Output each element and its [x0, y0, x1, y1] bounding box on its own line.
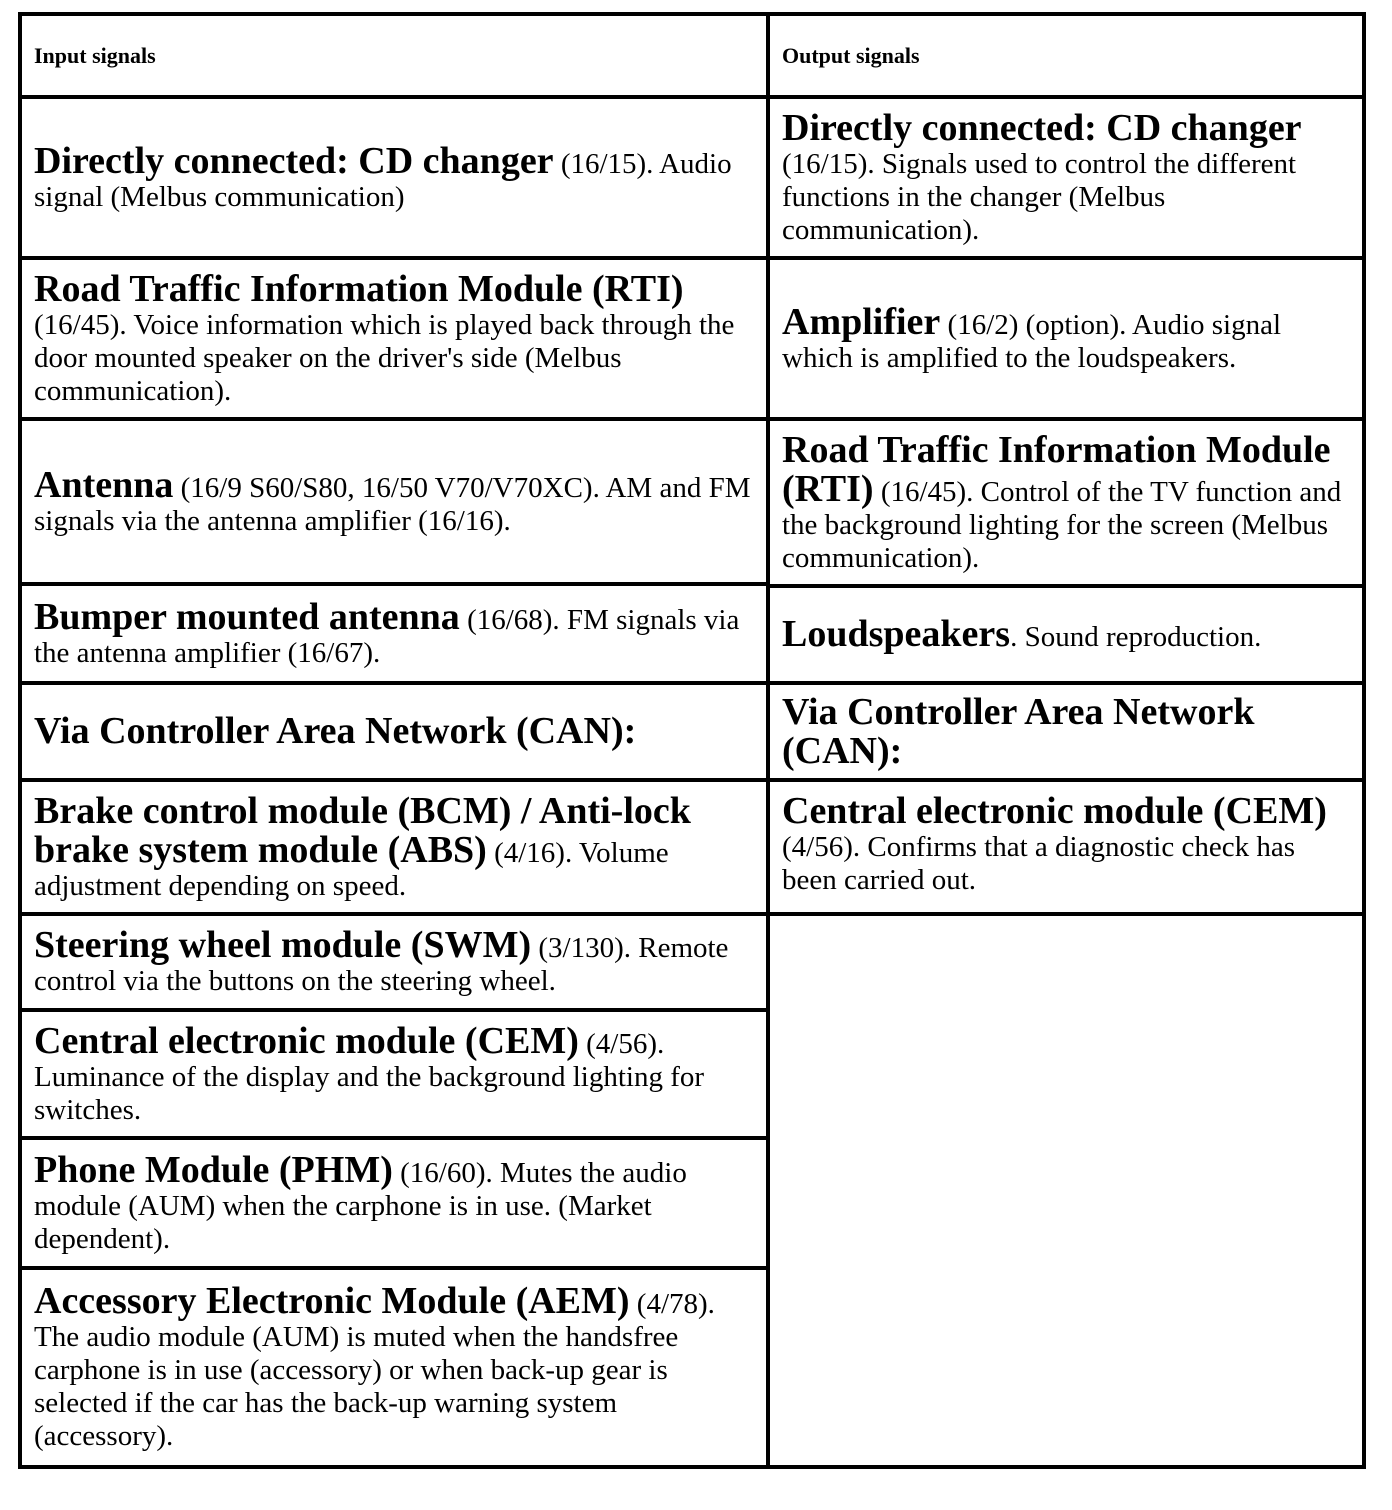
input-title: Steering wheel module (SWM): [34, 924, 532, 966]
input-description: (3/130). Remote control via the buttons on the steering wheel.: [34, 932, 729, 997]
input-cell-swm: [22, 916, 766, 1012]
header-input-cell: [22, 16, 766, 99]
output-title: Road Traffic Information Module (RTI): [782, 428, 1331, 510]
output-cell-loudspeakers: [770, 588, 1362, 685]
input-description: (4/78). The audio module (AUM) is muted when the handsfree carphone is in use (accessory) or when back-up gear is selected if the car has the back-up warning system (accessory).: [34, 1288, 715, 1452]
input-title: Brake control module (BCM) / Anti-lock brake system module (ABS): [34, 789, 691, 871]
input-cell-rti: [22, 260, 766, 421]
input-description: (16/60). Mutes the audio module (AUM) when the carphone is in use. (Market dependent).: [34, 1156, 687, 1255]
input-cell-aem: [22, 1270, 766, 1465]
output-cell-can: [770, 685, 1362, 782]
input-title: Accessory Electronic Module (AEM): [34, 1280, 630, 1322]
input-description: (16/9 S60/S80, 16/50 V70/V70XC). AM and FM signals via the antenna amplifier (16/16).: [34, 471, 751, 537]
input-description: (16/15). Audio signal (Melbus communication): [34, 147, 732, 213]
output-cell-amplifier: [770, 260, 1362, 421]
header-output-signals: Output signals: [782, 42, 920, 68]
output-cell-rti: [770, 421, 1362, 588]
input-title: Via Controller Area Network (CAN):: [34, 710, 637, 752]
header-input-signals: Input signals: [34, 42, 156, 68]
input-description: (16/68). FM signals via the antenna amplifier (16/67).: [34, 603, 740, 669]
output-cell-cem: [770, 782, 1362, 916]
input-title: Phone Module (PHM): [34, 1148, 393, 1191]
output-description: (4/56). Confirms that a diagnostic check has been carried out.: [782, 831, 1296, 896]
input-description: (16/45). Voice information which is played back through the door mounted speaker on the driver's side (Melbus communication).: [34, 308, 735, 407]
input-cell-bcm-abs: [22, 782, 766, 916]
input-cell-cd-changer: [22, 99, 766, 260]
input-cell-antenna: [22, 421, 766, 586]
header-output-cell: [770, 16, 1362, 99]
output-description: (16/2) (option). Audio signal which is amplified to the loudspeakers.: [782, 308, 1282, 374]
input-title: Central electronic module (CEM): [34, 1019, 579, 1062]
output-title: Directly connected: CD changer: [782, 106, 1302, 149]
output-description: (16/45). Control of the TV function and the background lighting for the screen (Melbus communication).: [782, 475, 1342, 574]
input-title: Antenna: [34, 463, 174, 506]
input-title: Road Traffic Information Module (RTI): [34, 267, 684, 310]
input-cell-can: [22, 685, 766, 782]
input-description: (4/16). Volume adjustment depending on speed.: [34, 836, 669, 902]
output-description: (16/15). Signals used to control the different functions in the changer (Melbus communication).: [782, 147, 1297, 246]
input-description: (4/56). Luminance of the display and the background lighting for switches.: [34, 1027, 705, 1126]
output-title: Amplifier: [782, 300, 941, 343]
input-cell-phm: [22, 1140, 766, 1270]
output-title: Via Controller Area Network (CAN):: [782, 690, 1255, 772]
input-cell-cem: [22, 1012, 766, 1140]
input-title: Directly connected: CD changer: [34, 139, 554, 182]
output-title: Central electronic module (CEM): [782, 790, 1327, 832]
output-description: . Sound reproduction.: [1010, 621, 1262, 653]
input-title: Bumper mounted antenna: [34, 595, 460, 638]
output-title: Loudspeakers: [782, 613, 1011, 655]
output-cell-cd-changer: [770, 99, 1362, 260]
input-cell-bumper-antenna: [22, 586, 766, 685]
